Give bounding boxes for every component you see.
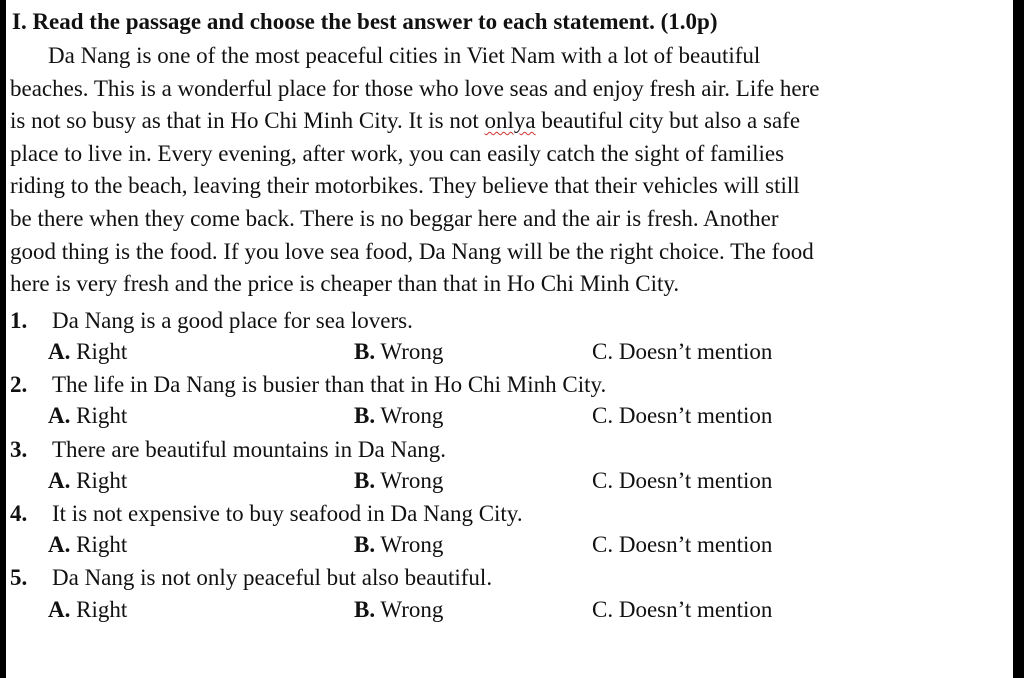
option-text: Wrong — [375, 532, 444, 557]
q1-option-b[interactable] — [354, 336, 443, 368]
q4-option-c[interactable] — [592, 529, 772, 561]
question-number: 1. — [10, 308, 28, 333]
reading-passage — [10, 40, 1008, 301]
option-letter: A. — [48, 532, 71, 557]
passage-line: good thing is the food. If you love sea food, Da Nang will be the right choice. The food — [10, 238, 814, 264]
option-letter: C. — [592, 597, 614, 622]
question-text: Da Nang is not only peaceful but also beautiful. — [52, 565, 493, 590]
option-letter: B. — [354, 339, 376, 364]
passage-line: beaches. This is a wonderful place for those who love seas and enjoy fresh air. Life here — [10, 75, 820, 101]
q4-option-b[interactable] — [354, 529, 443, 561]
q2-option-b[interactable] — [354, 400, 443, 432]
q2-option-a[interactable] — [48, 400, 127, 432]
q5-option-c[interactable] — [592, 594, 772, 626]
option-text: Right — [70, 403, 128, 428]
passage-line: be there when they come back. There is no beggar here and the air is fresh. Another — [10, 205, 779, 231]
option-text: Wrong — [375, 468, 444, 493]
question-number: 5. — [10, 565, 28, 590]
q1-option-c[interactable] — [592, 336, 772, 368]
option-letter: A. — [48, 403, 71, 428]
option-text: Right — [70, 339, 128, 364]
option-letter: C. — [592, 403, 614, 428]
passage-line: riding to the beach, leaving their motorbikes. They believe that their vehicles will still — [10, 173, 800, 199]
option-text: Doesn’t mention — [613, 597, 773, 622]
question-text: Da Nang is a good place for sea lovers. — [52, 308, 413, 333]
option-text: Wrong — [375, 339, 444, 364]
q3-option-a[interactable] — [48, 465, 127, 497]
option-letter: B. — [354, 597, 376, 622]
option-letter: B. — [354, 532, 376, 557]
section-heading: I. Read the passage and choose the best answer to each statement. (1.0p) — [12, 9, 718, 34]
option-letter: B. — [354, 403, 376, 428]
option-text: Right — [70, 468, 128, 493]
q3-option-b[interactable] — [354, 465, 443, 497]
option-text: Doesn’t mention — [613, 532, 773, 557]
option-text: Right — [70, 597, 128, 622]
worksheet — [6, 0, 1013, 678]
passage-line — [10, 105, 1008, 138]
option-text: Doesn’t mention — [613, 468, 773, 493]
option-letter: A. — [48, 597, 71, 622]
passage-line: place to live in. Every evening, after work, you can easily catch the sight of families — [10, 140, 785, 166]
q4-option-a[interactable] — [48, 529, 127, 561]
misspelled-word: onlya — [484, 108, 536, 134]
option-text: Doesn’t mention — [613, 403, 773, 428]
question-text: There are beautiful mountains in Da Nang. — [52, 437, 447, 462]
option-text: Doesn’t mention — [613, 339, 773, 364]
q2-option-c[interactable] — [592, 400, 772, 432]
passage-line: here is very fresh and the price is cheaper than that in Ho Chi Minh City. — [10, 271, 680, 297]
question-text: It is not expensive to buy seafood in Da Nang City. — [52, 501, 523, 526]
option-text: Wrong — [375, 597, 444, 622]
q5-option-a[interactable] — [48, 594, 127, 626]
question-number: 2. — [10, 372, 28, 397]
option-letter: C. — [592, 339, 614, 364]
q1-option-a[interactable] — [48, 336, 127, 368]
option-text: Right — [70, 532, 128, 557]
option-letter: A. — [48, 468, 71, 493]
option-letter: B. — [354, 468, 376, 493]
option-letter: A. — [48, 339, 71, 364]
passage-line-start: is not so busy as that in Ho Chi Minh City. It is not — [10, 108, 485, 134]
option-text: Wrong — [375, 403, 444, 428]
passage-line-end: beautiful city but also a safe — [535, 108, 801, 134]
q3-option-c[interactable] — [592, 465, 772, 497]
question-number: 3. — [10, 437, 28, 462]
question-text: The life in Da Nang is busier than that in Ho Chi Minh City. — [52, 372, 607, 397]
q5-option-b[interactable] — [354, 594, 443, 626]
question-number: 4. — [10, 501, 28, 526]
option-letter: C. — [592, 468, 614, 493]
option-letter: C. — [592, 532, 614, 557]
passage-line: Da Nang is one of the most peaceful cities in Viet Nam with a lot of beautiful — [48, 43, 761, 68]
